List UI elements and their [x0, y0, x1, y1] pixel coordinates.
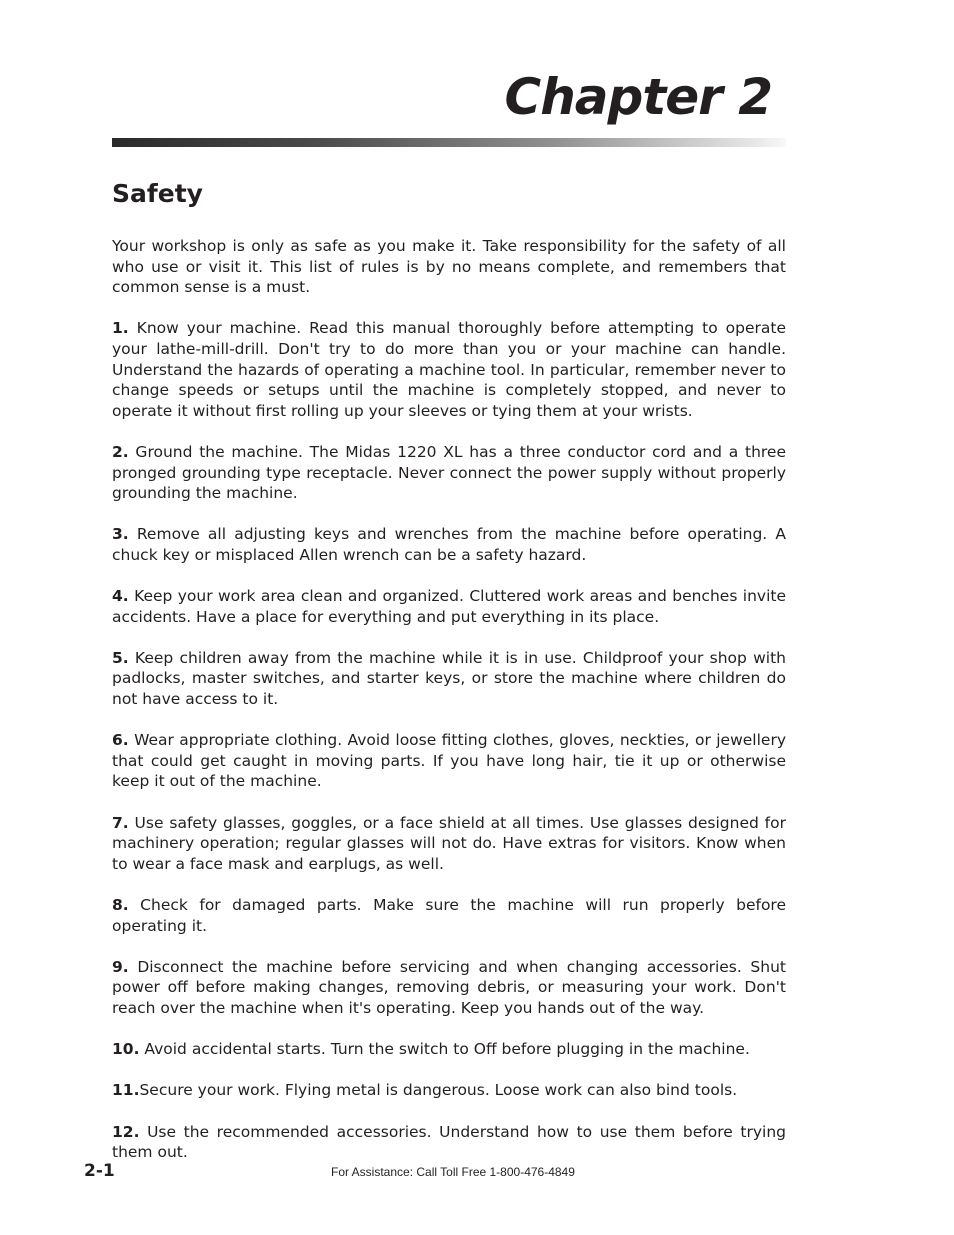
rule-item: [112, 1039, 786, 1060]
rule-text: Use the recommended accessories. Understand how to use them before trying them out.: [112, 1122, 786, 1162]
rule-text: Disconnect the machine before servicing and when changing accessories. Shut power off before making changes, removing debris, or measuring your work. Don't reach over the machine when it's operating. Keep you hands out of the way.: [112, 957, 786, 1017]
page-number: 2-1: [84, 1161, 115, 1181]
section-title: Safety: [112, 179, 203, 208]
rule-number: 9.: [112, 957, 129, 976]
rule-number: 6.: [112, 731, 129, 750]
rule-text: Know your machine. Read this manual thoroughly before attempting to operate your lathe-mill-drill. Don't try to do more than you or your machine can handle. Understand the hazards of operating a machine tool. In particular, remember never to change speeds or setups until the machine is completely stopped, and never to operate it without first rolling up your sleeves or tying them at your wrists.: [112, 319, 786, 420]
rule-item: [112, 442, 786, 504]
rule-text: Check for damaged parts. Make sure the machine will run properly before operating it.: [112, 896, 786, 935]
rule-number: 8.: [112, 896, 129, 914]
rule-number: 1.: [112, 319, 129, 338]
rule-text: Remove all adjusting keys and wrenches from the machine before operating. A chuck key or misplaced Allen wrench can be a safety hazard.: [112, 525, 786, 564]
rule-text: Keep your work area clean and organized. Cluttered work areas and benches invite accidents. Have a place for everything and put everything in its place.: [112, 587, 786, 626]
chapter-divider-bar: [112, 138, 786, 147]
rule-item: [112, 1122, 786, 1163]
safety-rules-body: [112, 236, 786, 1183]
rule-item: [112, 813, 786, 875]
rule-item: [112, 895, 786, 936]
rule-item: [112, 586, 786, 627]
rule-text: Keep children away from the machine while it is in use. Childproof your shop with padlocks, master switches, and starter keys, or store the machine where children do not have access to it.: [112, 648, 786, 709]
rule-item: [112, 1080, 786, 1101]
rule-number: 11.: [112, 1081, 140, 1100]
rule-item: [112, 318, 786, 421]
rule-text: Secure your work. Flying metal is dangerous. Loose work can also bind tools.: [139, 1081, 738, 1100]
rule-text: Use safety glasses, goggles, or a face shield at all times. Use glasses designed for machinery operation; regular glasses will not do. Have extras for visitors. Know when to wear a face mask and earplugs, as well.: [112, 813, 786, 873]
rule-number: 3.: [112, 525, 129, 544]
rule-number: 7.: [112, 813, 129, 832]
rule-number: 2.: [112, 442, 129, 461]
rule-number: 4.: [112, 587, 129, 606]
footer-assistance: For Assistance: Call Toll Free 1-800-476-4849: [331, 1165, 575, 1179]
chapter-title: Chapter 2: [504, 68, 772, 126]
rule-number: 5.: [112, 648, 129, 667]
rule-item: [112, 524, 786, 565]
rule-number: 10.: [112, 1040, 140, 1059]
rule-item: [112, 957, 786, 1019]
rule-text: Avoid accidental starts. Turn the switch to Off before plugging in the machine.: [139, 1040, 750, 1059]
rule-item: [112, 648, 786, 710]
rule-text: Ground the machine. The Midas 1220 XL has a three conductor cord and a three pronged grounding type receptacle. Never connect the power supply without properly grounding the machine.: [112, 442, 786, 503]
rule-item: [112, 730, 786, 792]
intro-paragraph: Your workshop is only as safe as you make it. Take responsibility for the safety of all who use or visit it. This list of rules is by no means complete, and remembers that common sense is a must.: [112, 237, 786, 297]
rule-number: 12.: [112, 1122, 140, 1141]
rule-text: Wear appropriate clothing. Avoid loose fitting clothes, gloves, neckties, or jewellery that could get caught in moving parts. If you have long hair, tie it up or otherwise keep it out of the machine.: [112, 731, 786, 791]
